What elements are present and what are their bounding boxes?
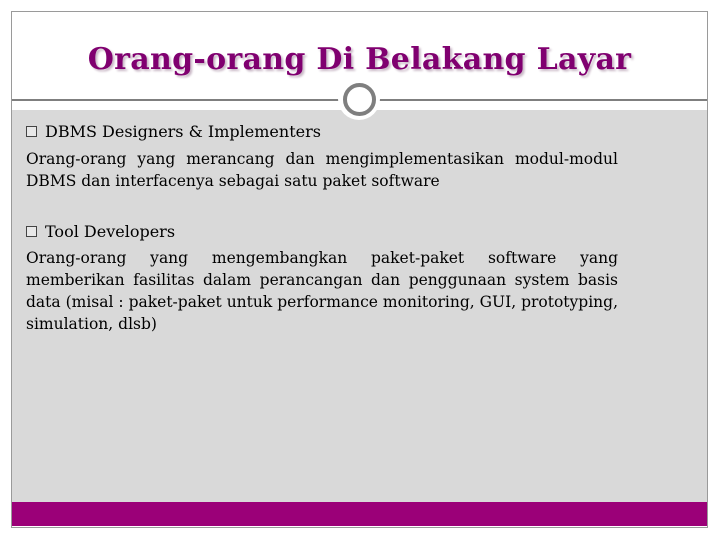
square-bullet-icon (26, 226, 37, 237)
circle-ring-icon (338, 78, 380, 120)
slide-title: Orang-orang Di Belakang Layar (87, 42, 632, 77)
bullet-text-1: Orang-orang yang merancang dan mengimplementasikan modul-modul DBMS dan interfacenya sebagai satu paket software (26, 150, 618, 190)
footer-bar (12, 502, 707, 526)
bullet-item-1 (26, 122, 321, 141)
square-bullet-icon (26, 126, 37, 137)
bullet-item-2 (26, 222, 175, 241)
bullet-heading-1: DBMS Designers & Implementers (45, 122, 321, 141)
ring-shape (343, 83, 376, 116)
bullet-heading-2: Tool Developers (45, 222, 176, 241)
bullet-text-2: Orang-orang yang mengembangkan paket-paket software yang memberikan fasilitas dalam perancangan dan penggunaan system basis data (misal : paket-paket untuk performance monitoring, GUI, prototyping, simulation, dlsb) (26, 249, 618, 333)
